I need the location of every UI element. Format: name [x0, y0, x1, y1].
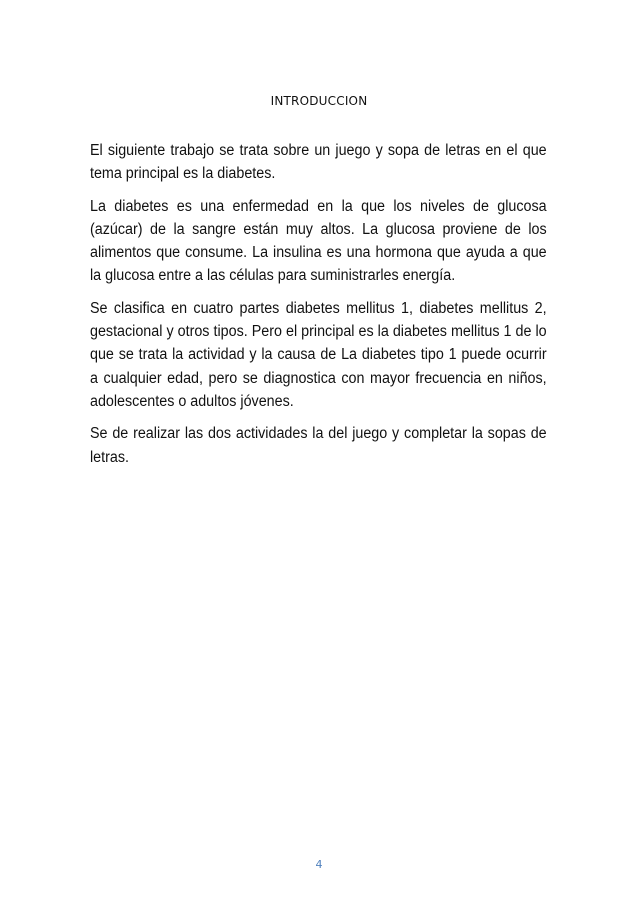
- page-title: INTRODUCCION: [270, 94, 368, 108]
- paragraph-classification: Se clasifica en cuatro partes diabetes mellitus 1, diabetes mellitus 2, gestacional y otros tipos. Pero el principal es la diabetes mellitus 1 de lo que se trata la actividad y la causa de La diabetes tipo 1 puede ocurrir a cualquier edad, pero se diagnostica con mayor frecuencia en niños, adolescentes o adultos jóvenes.: [90, 299, 547, 410]
- paragraph-intro: El siguiente trabajo se trata sobre un juego y sopa de letras en el que tema principal es la diabetes.: [90, 142, 547, 183]
- body-text: [90, 139, 547, 478]
- paragraph-definition: La diabetes es una enfermedad en la que los niveles de glucosa (azúcar) de la sangre están muy altos. La glucosa proviene de los alimentos que consume. La insulina es una hormona que ayuda a que la glucosa entre a las células para suministrarles energía.: [90, 197, 547, 285]
- paragraph-activities: Se de realizar las dos actividades la del juego y completar la sopas de letras.: [90, 425, 547, 466]
- page-number: 4: [315, 858, 323, 871]
